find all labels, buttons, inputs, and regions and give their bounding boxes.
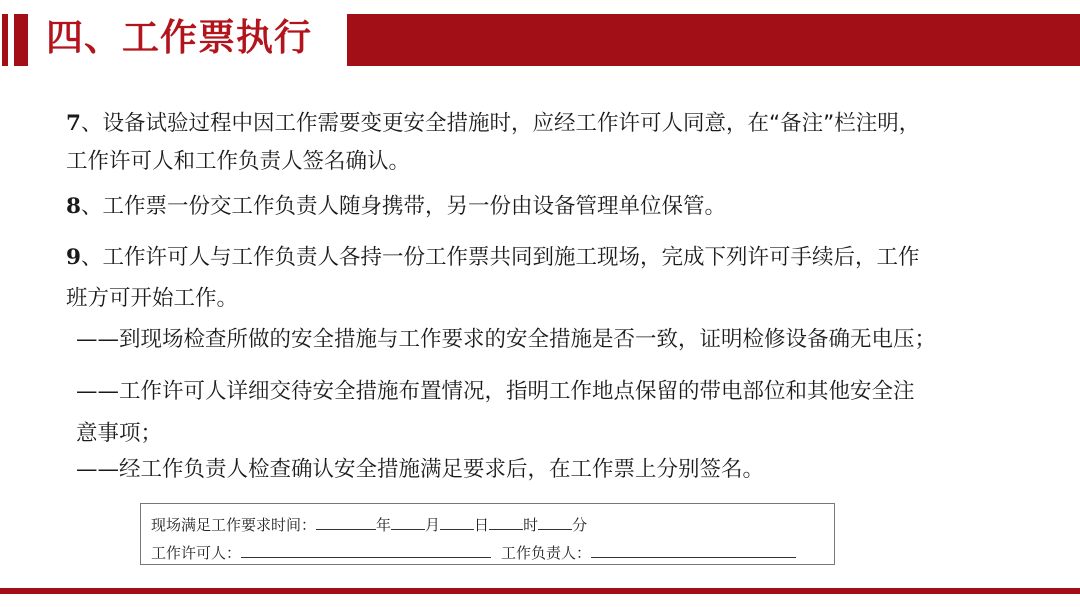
signature-row: [151, 542, 796, 563]
month-label: 月: [425, 516, 441, 534]
page-title: 四、工作票执行: [46, 16, 312, 59]
title-accent-bar-outer: [2, 14, 8, 66]
footer-accent-line: [0, 588, 1080, 594]
step-3: ——经工作负责人检查确认安全措施满足要求后，在工作票上分别签名。: [76, 457, 765, 482]
day-blank[interactable]: [440, 515, 474, 530]
title-accent-bar-inner: [14, 14, 28, 66]
year-blank[interactable]: [316, 515, 376, 530]
item-8-line-1: [66, 188, 1026, 226]
leader-label: 工作负责人：: [501, 544, 592, 562]
month-blank[interactable]: [391, 515, 425, 530]
item-9-number: 9: [66, 245, 81, 270]
item-7-line-2: 工作许可人和工作负责人签名确认。: [66, 149, 411, 174]
leader-signature-blank[interactable]: [591, 543, 796, 558]
item-7-text: 、设备试验过程中因工作需要变更安全措施时，应经工作许可人同意，在“备注”栏注明，: [80, 111, 921, 136]
permitter-signature-blank[interactable]: [241, 543, 491, 558]
step-2-line-1: ——工作许可人详细交待安全措施布置情况，指明工作地点保留的带电部位和其他安全注: [76, 379, 915, 404]
item-7-line-1: [66, 105, 1026, 143]
item-8-text: 、工作票一份交工作负责人随身携带，另一份由设备管理单位保管。: [80, 194, 726, 219]
item-7-number: 7: [66, 111, 81, 136]
item-8-number: 8: [66, 194, 81, 219]
hour-blank[interactable]: [489, 515, 523, 530]
signature-form: [140, 503, 835, 565]
day-label: 日: [474, 516, 490, 534]
item-9-line-2: 班方可开始工作。: [66, 286, 239, 311]
step-2-line-2: 意事项；: [76, 421, 163, 446]
minute-blank[interactable]: [538, 515, 572, 530]
step-1: ——到现场检查所做的安全措施与工作要求的安全措施是否一致，证明检修设备确无电压；: [76, 327, 937, 352]
item-9-line-1: [66, 239, 1026, 277]
year-label: 年: [376, 516, 392, 534]
title-banner-strip: [347, 14, 1080, 66]
item-9-text: 、工作许可人与工作负责人各持一份工作票共同到施工现场，完成下列许可手续后，工作: [80, 245, 920, 270]
permitter-label: 工作许可人：: [151, 544, 242, 562]
minute-label: 分: [572, 516, 588, 534]
time-label: 现场满足工作要求时间：: [151, 516, 317, 534]
time-row: [151, 514, 587, 535]
hour-label: 时: [523, 516, 539, 534]
